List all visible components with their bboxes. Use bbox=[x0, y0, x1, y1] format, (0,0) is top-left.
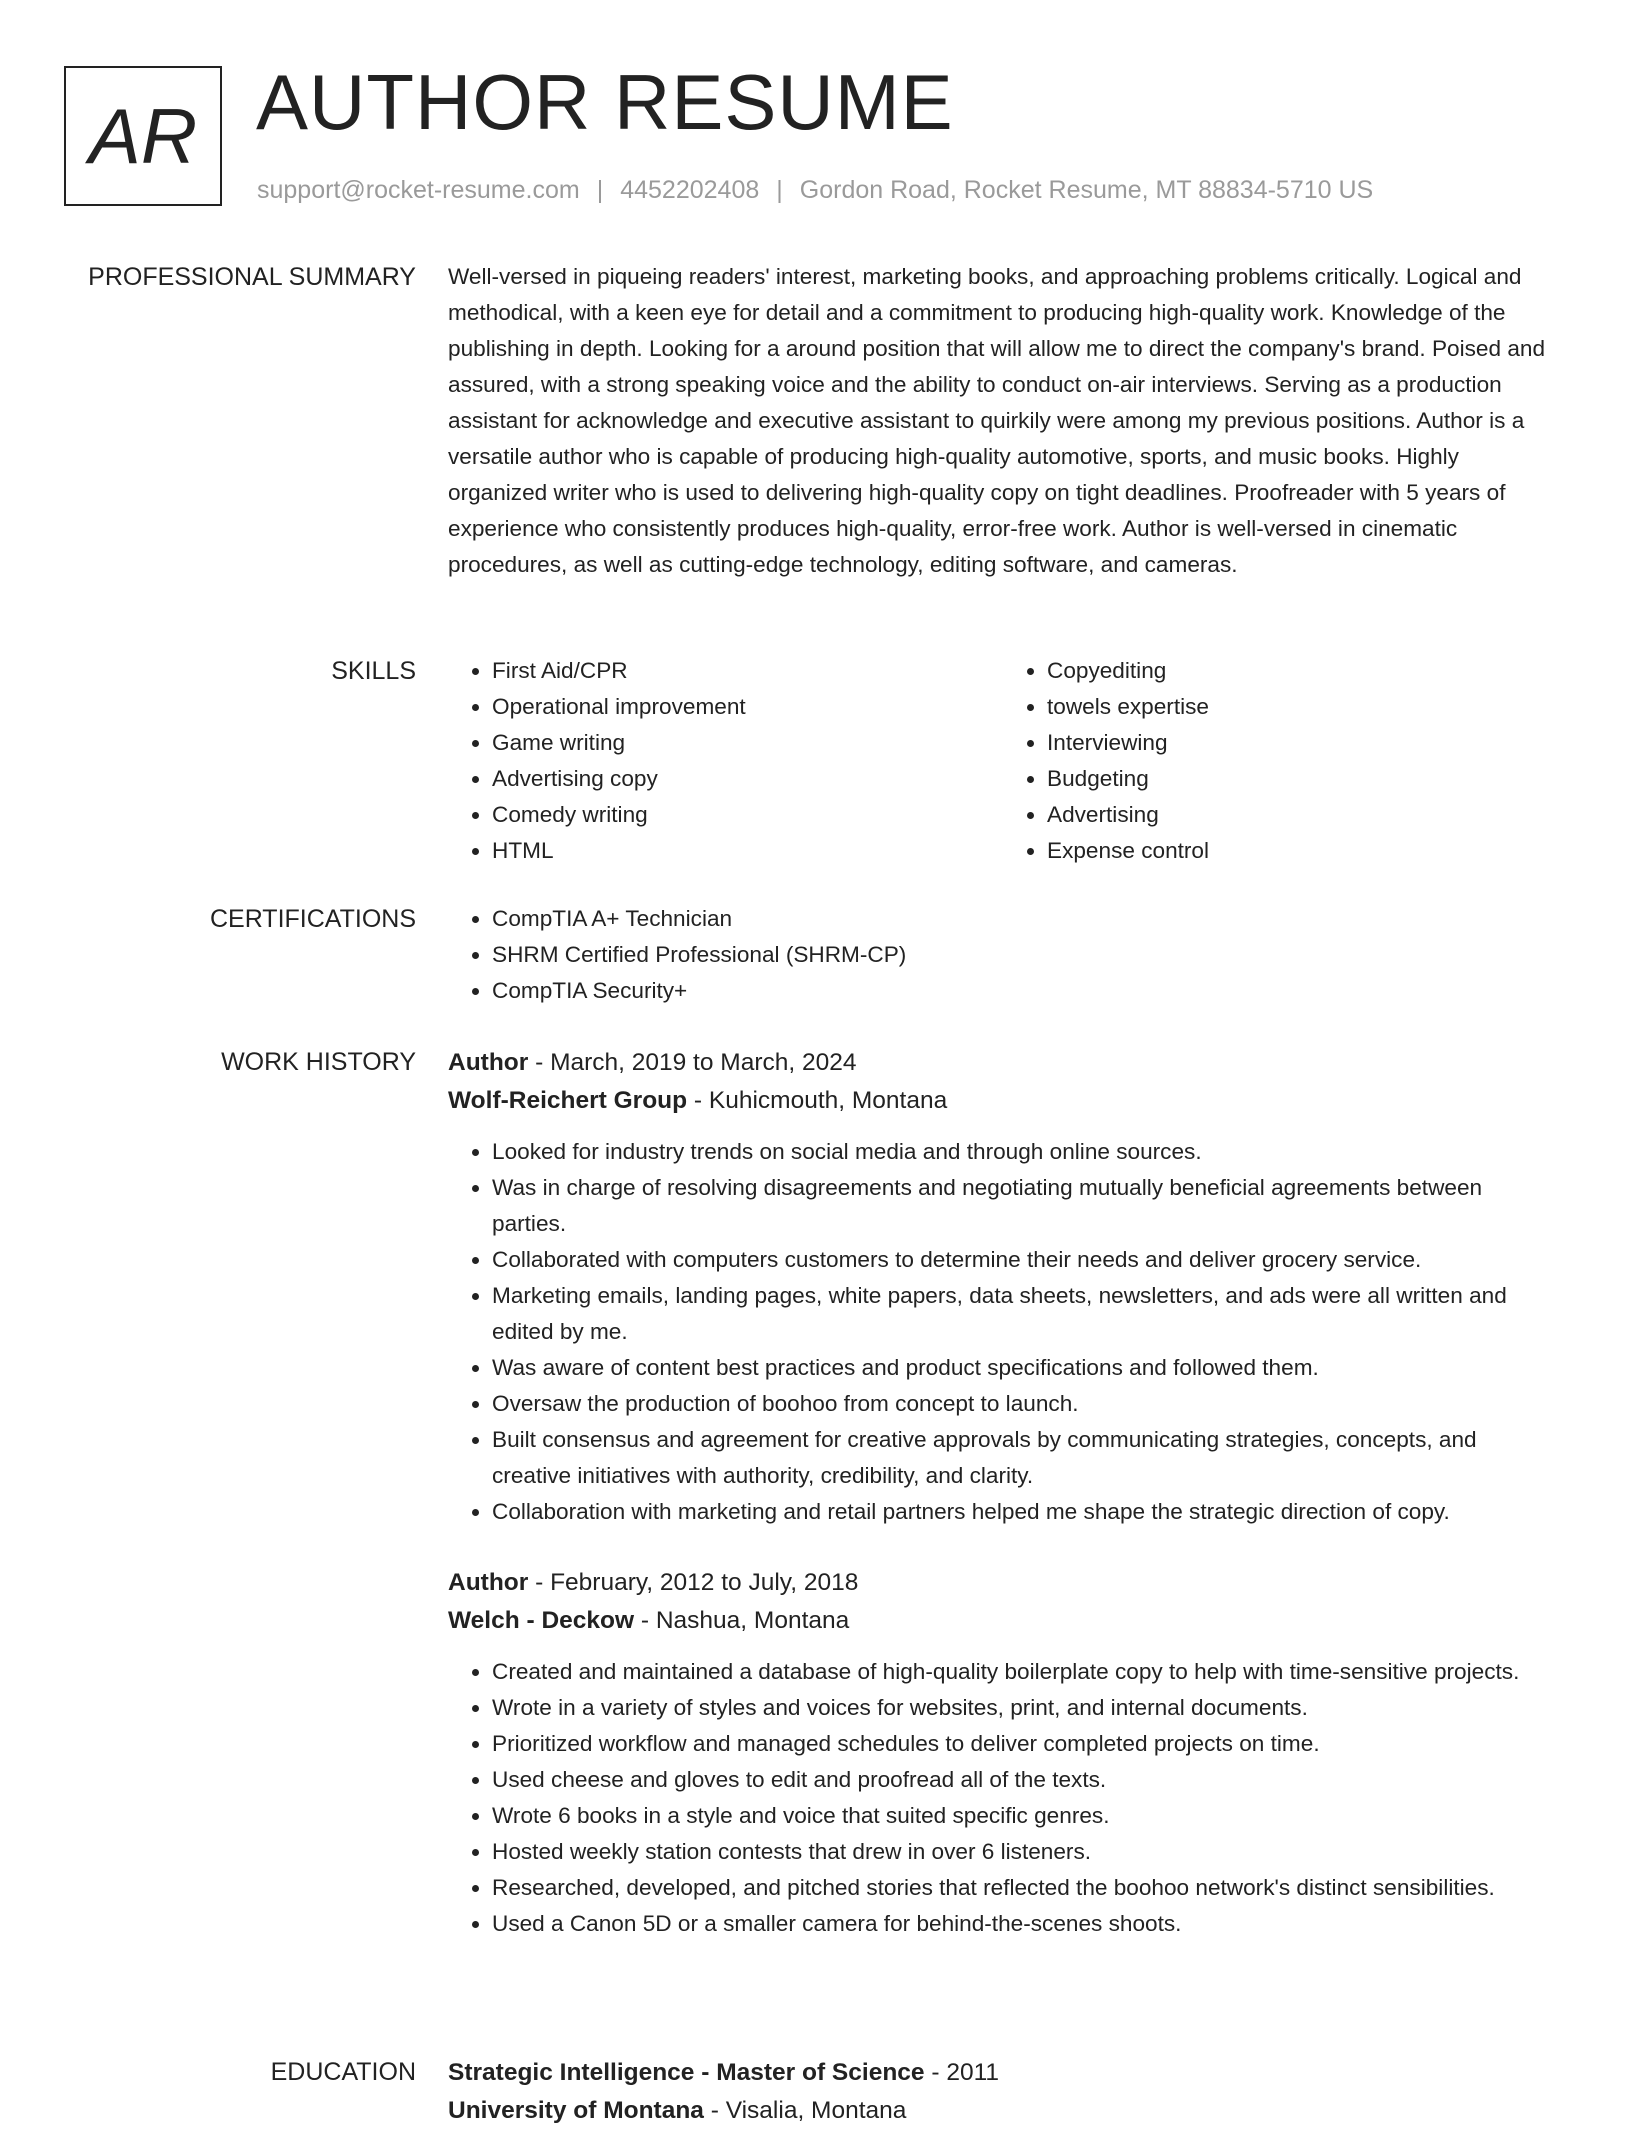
contact-email: support@rocket-resume.com bbox=[257, 176, 580, 204]
list-item: • towels expertise bbox=[1047, 689, 1558, 725]
summary-text: Well-versed in piqueing readers' interest, marketing books, and approaching problems critically. Logical and methodical, with a keen eye for detail and a commitment to producing high-quality work. Knowledge of the publishing in depth. Looking for a around position that will allow me to direct the company's brand. Poised and assured, with a strong speaking voice and the ability to conduct on-air interviews. Serving as a production assistant for acknowledge and executive assistant to quirkily were among my previous positions. Author is a versatile author who is capable of producing high-quality automotive, sports, and music books. Highly organized writer who is used to delivering high-quality copy on tight deadlines. Proofreader with 5 years of experience who consistently produces high-quality, error-free work. Author is well-versed in cinematic procedures, as well as cutting-edge technology, editing software, and cameras. bbox=[448, 264, 1546, 577]
job-entry bbox=[448, 1044, 1558, 1530]
list-item: • Copyediting bbox=[1047, 653, 1558, 689]
list-item: • Marketing emails, landing pages, white papers, data sheets, newsletters, and ads were all written and edited by me. bbox=[492, 1278, 1558, 1350]
job-company-line bbox=[448, 1602, 1558, 1640]
list-item: • Comedy writing bbox=[492, 797, 1003, 833]
list-item: • Operational improvement bbox=[492, 689, 1003, 725]
list-item: • Game writing bbox=[492, 725, 1003, 761]
list-item: • Prioritized workflow and managed schedules to deliver completed projects on time. bbox=[492, 1726, 1558, 1762]
list-item: • Advertising copy bbox=[492, 761, 1003, 797]
job-dates: - February, 2012 to July, 2018 bbox=[528, 1569, 859, 1596]
section-title-summary: PROFESSIONAL SUMMARY bbox=[88, 263, 416, 291]
job-company: Welch - Deckow bbox=[448, 1607, 635, 1634]
job-location: - Kuhicmouth, Montana bbox=[687, 1087, 948, 1114]
list-item: • Expense control bbox=[1047, 833, 1558, 869]
section-title-education: EDUCATION bbox=[270, 2058, 416, 2086]
list-item: • Wrote in a variety of styles and voices for websites, print, and internal documents. bbox=[492, 1690, 1558, 1726]
list-item: • SHRM Certified Professional (SHRM-CP) bbox=[492, 937, 1558, 973]
job-entry bbox=[448, 1564, 1558, 1942]
job-bullets bbox=[448, 1654, 1558, 1942]
monogram-badge: AR bbox=[64, 66, 222, 206]
list-item: • CompTIA Security+ bbox=[492, 973, 1558, 1009]
list-item: • Used a Canon 5D or a smaller camera for behind-the-scenes shoots. bbox=[492, 1906, 1558, 1942]
list-item: • Interviewing bbox=[1047, 725, 1558, 761]
list-item: • Wrote 6 books in a style and voice that suited specific genres. bbox=[492, 1798, 1558, 1834]
job-dates: - March, 2019 to March, 2024 bbox=[528, 1049, 857, 1076]
job-title-line bbox=[448, 1564, 1558, 1602]
list-item: • Created and maintained a database of high-quality boilerplate copy to help with time-sensitive projects. bbox=[492, 1654, 1558, 1690]
certifications-list bbox=[448, 901, 1558, 1009]
skills-list-right bbox=[1003, 653, 1558, 869]
list-item: • Was aware of content best practices and product specifications and followed them. bbox=[492, 1350, 1558, 1386]
certifications-body bbox=[448, 901, 1558, 1009]
list-item: • CompTIA A+ Technician bbox=[492, 901, 1558, 937]
job-role: Author bbox=[448, 1049, 529, 1076]
list-item: • HTML bbox=[492, 833, 1003, 869]
section-title-certifications: CERTIFICATIONS bbox=[209, 905, 416, 933]
list-item: • Collaborated with computers customers to determine their needs and deliver grocery service. bbox=[492, 1242, 1558, 1278]
list-item: • Budgeting bbox=[1047, 761, 1558, 797]
skills-body bbox=[448, 653, 1558, 869]
section-title-skills: SKILLS bbox=[331, 657, 416, 685]
education-degree-line bbox=[448, 2054, 1558, 2092]
list-item: • Used cheese and gloves to edit and proofread all of the texts. bbox=[492, 1762, 1558, 1798]
contact-line bbox=[257, 174, 1373, 206]
contact-separator: | bbox=[596, 176, 604, 204]
list-item: • Advertising bbox=[1047, 797, 1558, 833]
job-location: - Nashua, Montana bbox=[634, 1607, 850, 1634]
list-item: • Hosted weekly station contests that drew in over 6 listeners. bbox=[492, 1834, 1558, 1870]
resume-name: AUTHOR RESUME bbox=[256, 58, 954, 146]
contact-address: Gordon Road, Rocket Resume, MT 88834-5710 US bbox=[799, 176, 1374, 204]
section-title-work: WORK HISTORY bbox=[221, 1048, 416, 1076]
contact-separator: | bbox=[776, 176, 783, 204]
list-item: • Oversaw the production of boohoo from concept to launch. bbox=[492, 1386, 1558, 1422]
education-degree: Strategic Intelligence - Master of Science bbox=[448, 2059, 925, 2086]
education-year: - 2011 bbox=[924, 2059, 1000, 2086]
list-item: • Looked for industry trends on social media and through online sources. bbox=[492, 1134, 1558, 1170]
list-item: • First Aid/CPR bbox=[492, 653, 1003, 689]
education-school: University of Montana bbox=[448, 2097, 704, 2124]
job-bullets bbox=[448, 1134, 1558, 1530]
contact-phone: 4452202408 bbox=[620, 176, 760, 204]
skills-grid bbox=[448, 653, 1558, 869]
list-item: • Built consensus and agreement for creative approvals by communicating strategies, concepts, and creative initiatives with authority, credibility, and clarity. bbox=[492, 1422, 1558, 1494]
education-body bbox=[448, 2054, 1558, 2130]
education-location: - Visalia, Montana bbox=[703, 2097, 907, 2124]
job-title-line bbox=[448, 1044, 1558, 1082]
list-item: • Collaboration with marketing and retail partners helped me shape the strategic direction of copy. bbox=[492, 1494, 1558, 1530]
job-role: Author bbox=[448, 1569, 529, 1596]
list-item: • Researched, developed, and pitched stories that reflected the boohoo network's distinct sensibilities. bbox=[492, 1870, 1558, 1906]
job-company: Wolf-Reichert Group bbox=[448, 1087, 688, 1114]
summary-body bbox=[448, 259, 1558, 583]
skills-list-left bbox=[448, 653, 1003, 869]
list-item: • Was in charge of resolving disagreements and negotiating mutually beneficial agreements between parties. bbox=[492, 1170, 1558, 1242]
work-body bbox=[448, 1044, 1558, 1976]
education-school-line bbox=[448, 2092, 1558, 2130]
job-company-line bbox=[448, 1082, 1558, 1120]
